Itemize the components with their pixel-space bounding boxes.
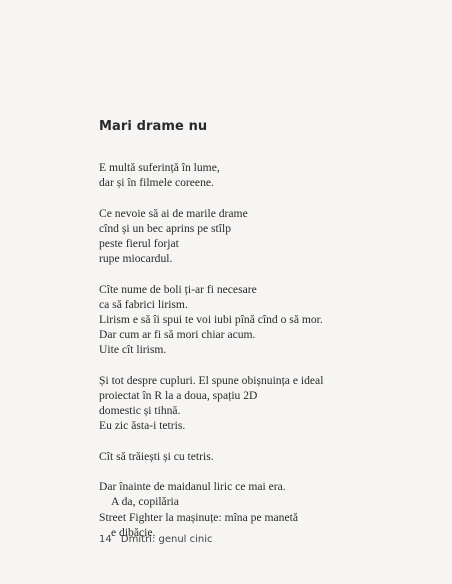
poem-line: Street Fighter la mașinuțe: mîna pe manetă (99, 510, 298, 524)
poem-line: ca să fabrici lirism. (99, 297, 188, 311)
poem-line: E multă suferință în lume, (99, 161, 220, 174)
stanza (99, 206, 429, 267)
poem-line: domestic și tihnă. (99, 404, 181, 418)
poem-line: Eu zic ăsta-i tetris. (99, 419, 186, 433)
stanza (99, 282, 429, 358)
poem-line: Uite cît lirism. (99, 343, 167, 357)
poem-line: Ce nevoie să ai de marile drame (99, 206, 248, 220)
poem-line: Cîte nume de boli ți-ar fi necesare (99, 282, 257, 296)
page-footer (99, 534, 213, 545)
poem-line: Și tot despre cupluri. El spune obișnuința e ideal (99, 373, 324, 387)
poem-line: proiectat în R la a doua, spațiu 2D (99, 389, 258, 402)
poem-line: A da, copilăria (111, 495, 179, 509)
stanza (99, 373, 429, 434)
poem-line: Dar cum ar fi să mori chiar acum. (99, 328, 256, 342)
running-title: Dmitri: genul cinic (120, 534, 213, 545)
poem-line: rupe miocardul. (99, 252, 173, 266)
poem-line: dar și în filmele coreene. (99, 176, 214, 190)
poem-line: peste fierul forjat (99, 237, 179, 250)
stanza (99, 479, 429, 540)
poem-line: cînd și un bec aprins pe stîlp (99, 221, 232, 235)
poem-title: Mari drame nu (99, 119, 208, 134)
poem-line: e dibăcie. (111, 525, 156, 539)
poem-line: Lirism e să îi spui te voi iubi pînă cînd o să mor. (99, 313, 323, 326)
stanza (99, 449, 429, 464)
poem-body (99, 160, 429, 555)
poem-line: Dar înainte de maidanul liric ce mai era. (99, 480, 286, 494)
poem-line: Cît să trăiești și cu tetris. (99, 449, 214, 463)
page-number: 14 (99, 534, 112, 545)
stanza (99, 160, 429, 190)
